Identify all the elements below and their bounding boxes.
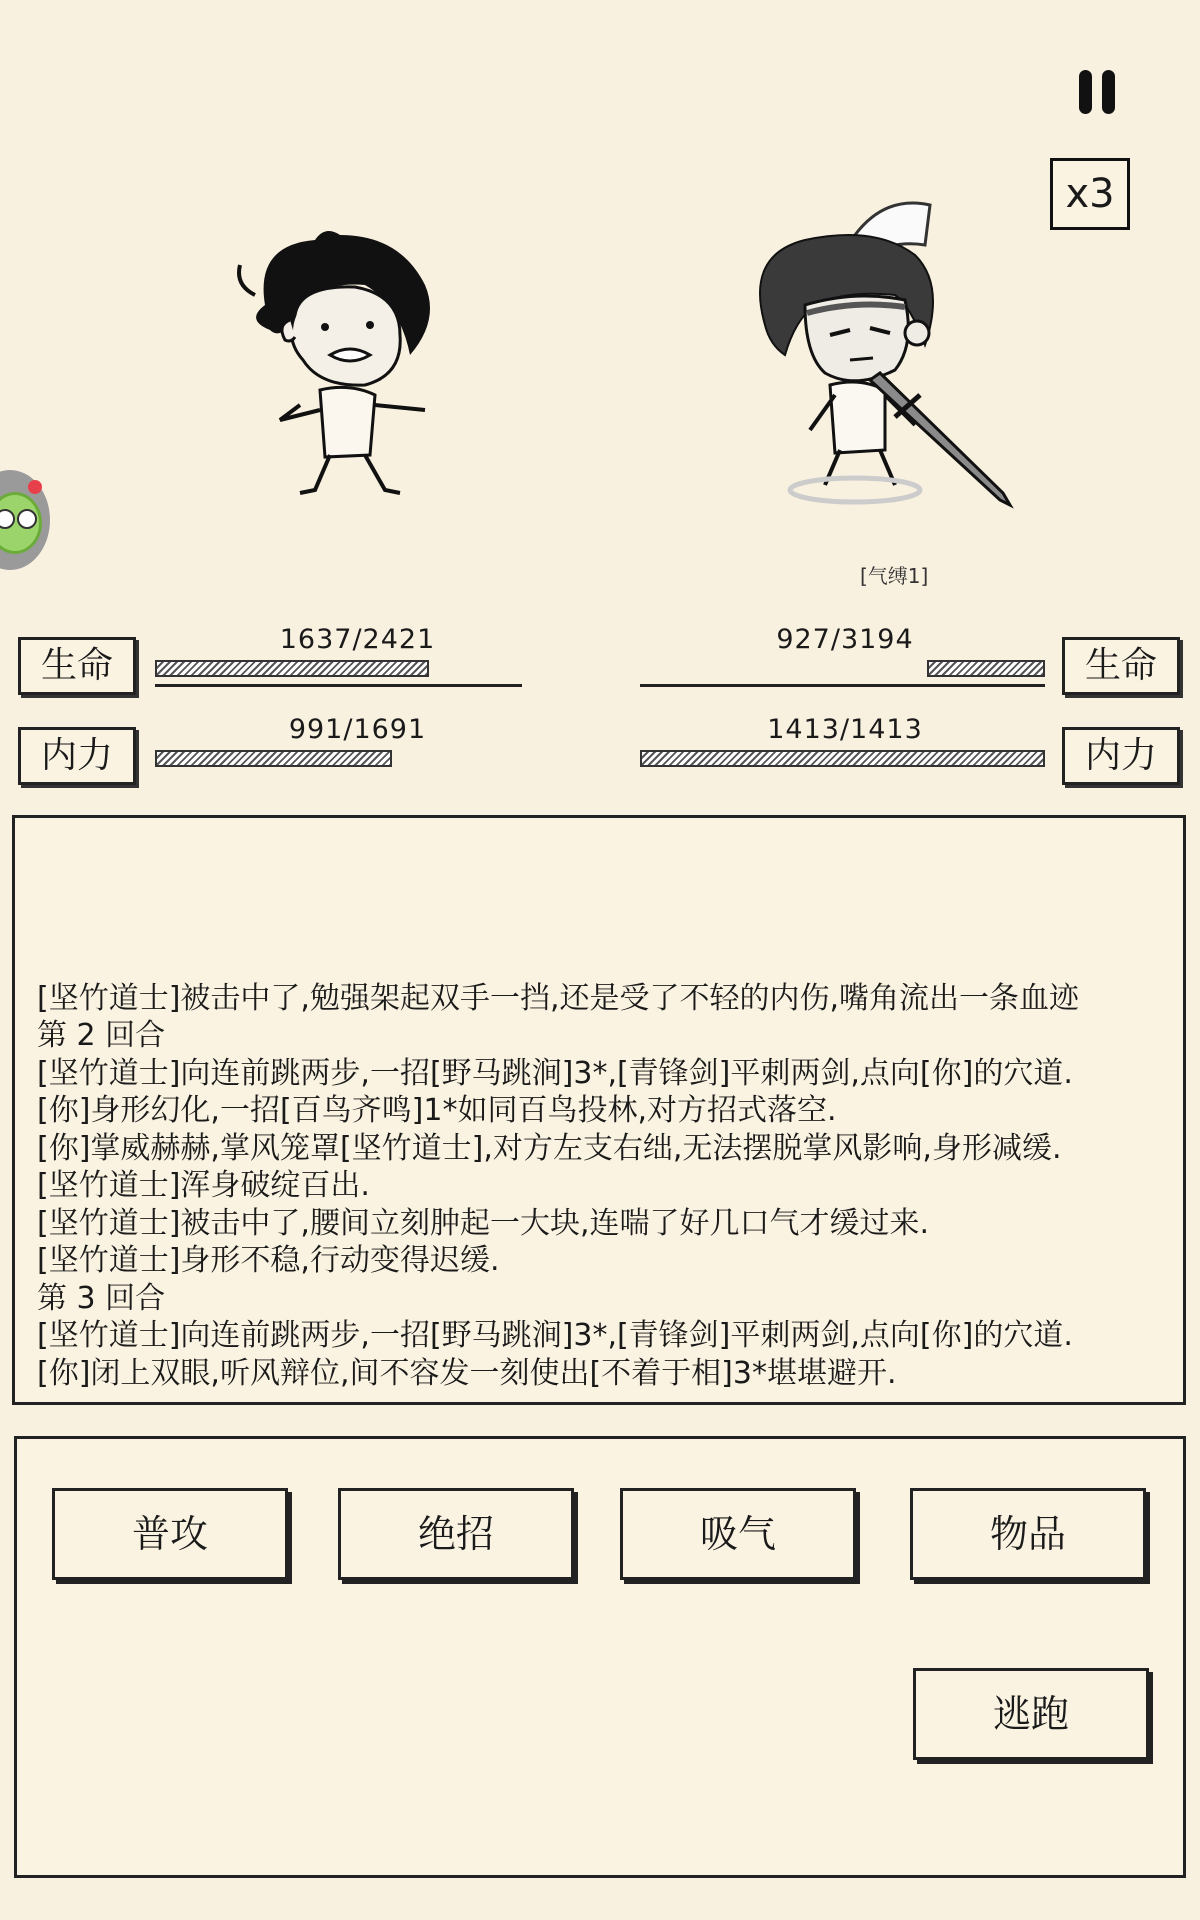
flee-button[interactable]: 逃跑 — [913, 1668, 1149, 1760]
enemy-status-effect: [气缚1] — [860, 564, 929, 588]
player-hp-text: 1637/2421 — [279, 624, 436, 655]
breathe-button[interactable]: 吸气 — [620, 1488, 856, 1580]
normal-attack-button[interactable]: 普攻 — [52, 1488, 288, 1580]
enemy-hp-label: 生命 — [1062, 637, 1180, 695]
player-hp-bar-track — [155, 684, 522, 687]
enemy-character-sprite — [745, 195, 1025, 515]
log-line: 第 3 回合 — [37, 1280, 166, 1316]
log-line: [坚竹道士]被击中了,勉强架起双手一挡,还是受了不轻的内伤,嘴角流出一条血迹 — [37, 980, 1080, 1016]
floating-assistant-icon[interactable] — [0, 470, 50, 570]
enemy-hp-text: 927/3194 — [776, 624, 914, 655]
enemy-hp-bar — [927, 660, 1045, 677]
player-character-sprite — [225, 225, 465, 505]
player-mp-text: 991/1691 — [288, 714, 427, 745]
battle-log[interactable] — [12, 815, 1186, 1405]
log-line: [坚竹道士]向连前跳两步,一招[野马跳涧]3*,[青锋剑]平刺两剑,点向[你]的穴道. — [37, 1318, 1073, 1353]
enemy-mp-label: 内力 — [1062, 727, 1180, 785]
player-hp-bar — [155, 660, 429, 677]
player-hp-label: 生命 — [18, 637, 136, 695]
special-move-button[interactable]: 绝招 — [338, 1488, 574, 1580]
player-mp-bar — [155, 750, 392, 767]
log-line: [你]掌威赫赫,掌风笼罩[坚竹道士],对方左支右绌,无法摆脱掌风影响,身形减缓. — [37, 1130, 1062, 1166]
enemy-hp-bar-track — [640, 684, 1045, 687]
log-line: [坚竹道士]浑身破绽百出. — [37, 1168, 370, 1203]
player-mp-label: 内力 — [18, 727, 136, 785]
items-button[interactable]: 物品 — [910, 1488, 1146, 1580]
log-line: 第 2 回合 — [37, 1018, 166, 1053]
log-line: [坚竹道士]身形不稳,行动变得迟缓. — [37, 1243, 500, 1278]
enemy-mp-text: 1413/1413 — [767, 714, 923, 745]
log-line: [坚竹道士]被击中了,腰间立刻肿起一大块,连喘了好几口气才缓过来. — [37, 1205, 930, 1241]
log-line: [你]闭上双眼,听风辩位,间不容发一刻使出[不着于相]3*堪堪避开. — [37, 1355, 897, 1391]
enemy-mp-bar — [640, 750, 1045, 767]
pause-icon[interactable] — [1075, 70, 1125, 116]
log-line: [你]身形幻化,一招[百鸟齐鸣]1*如同百鸟投林,对方招式落空. — [37, 1093, 837, 1128]
notification-dot — [28, 480, 42, 494]
log-line: [坚竹道士]向连前跳两步,一招[野马跳涧]3*,[青锋剑]平刺两剑,点向[你]的穴道. — [37, 1055, 1073, 1091]
speed-toggle-button[interactable]: x3 — [1050, 158, 1130, 230]
